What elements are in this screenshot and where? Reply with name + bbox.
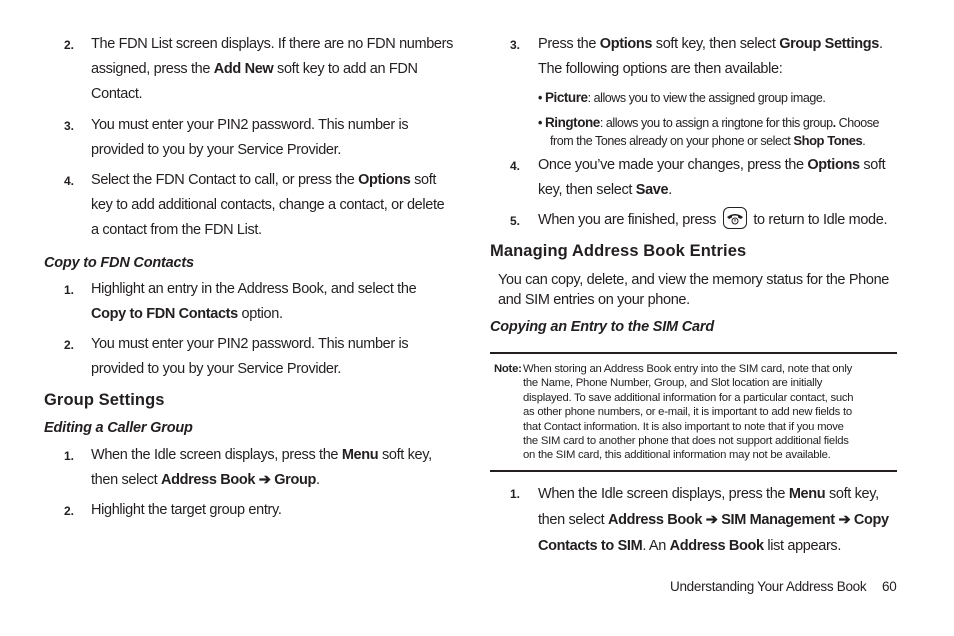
step-number: 1. (510, 487, 521, 501)
note-line: on the SIM card, this additional information may not be available. (523, 449, 831, 462)
text-line (538, 481, 918, 507)
text-line (538, 114, 908, 132)
menu-path: Contacts to SIM (538, 538, 643, 554)
page-number: 60 (882, 579, 897, 594)
text-run: : allows you to view the assigned group image. (587, 91, 826, 105)
text-run: : allows you to assign a ringtone for this group (599, 116, 833, 130)
note-line: When storing an Address Book entry into the SIM card, note that only (523, 363, 853, 375)
text-run: . (315, 472, 320, 488)
text-run: Select the FDN Contact to call, or press the (91, 172, 359, 188)
text-run: When the Idle screen displays, press the (538, 486, 789, 502)
options-label: Options (599, 36, 653, 52)
text-run: Once you’ve made your changes, press the (538, 157, 808, 173)
text-run: soft key, (825, 486, 879, 502)
save-label: Save (635, 182, 669, 198)
step-number: 1. (64, 283, 75, 297)
group-settings-label: Group Settings (779, 36, 880, 52)
step-number: 5. (510, 214, 521, 228)
add-new-label: Add New (213, 61, 274, 77)
step-number: 3. (510, 38, 521, 52)
text-run: Press the (538, 36, 600, 52)
step-number: 2. (64, 38, 75, 52)
text-run: soft key, then select (652, 36, 780, 52)
text-run: . (879, 36, 883, 52)
text-line (538, 153, 908, 178)
note-line: as other phone numbers, or e-mail, it is important to add new fields to (523, 406, 852, 419)
step-text (91, 498, 461, 523)
text-line: You can copy, delete, and view the memory status for the Phone (498, 272, 889, 288)
bullet-mark: • (538, 116, 542, 130)
note-line: that Contact information. It is also important to note that if you move (523, 420, 844, 433)
text-line: You must enter your PIN2 password. This number is (91, 117, 409, 133)
note-label: Note: (494, 363, 522, 375)
note-top-rule (490, 352, 897, 354)
text-line: Highlight the target group entry. (91, 502, 282, 518)
note-line: the SIM card to another phone that does not support additional fields (523, 435, 849, 448)
text-run: soft (859, 157, 886, 173)
step-text (538, 153, 908, 203)
step-text (91, 113, 461, 163)
text-run: . An (642, 538, 670, 554)
text-run: from the Tones already on your phone or select (550, 134, 794, 148)
text-line: provided to you by your Service Provider. (91, 361, 342, 377)
step-number: 3. (64, 119, 75, 133)
ringtone-term: Ringtone (544, 115, 600, 130)
step-text (91, 332, 461, 382)
text-line (91, 443, 471, 468)
menu-label: Menu (788, 486, 826, 502)
text-line (538, 507, 918, 533)
copying-entry-sim-heading: Copying an Entry to the SIM Card (490, 319, 714, 335)
text-run: to return to Idle mode. (749, 212, 888, 228)
menu-path: Address Book ➔ SIM Management ➔ Copy (607, 512, 889, 528)
step-text (538, 208, 918, 233)
text-line (91, 57, 461, 82)
text-run: . (668, 182, 672, 198)
note-body (523, 362, 898, 463)
text-line (91, 468, 471, 493)
copy-to-fdn-heading: Copy to FDN Contacts (44, 255, 194, 271)
text-line: Highlight an entry in the Address Book, and select the (91, 281, 417, 297)
managing-address-book-heading: Managing Address Book Entries (490, 242, 747, 260)
menu-path: Address Book ➔ Group (160, 472, 316, 488)
text-run: When you are finished, press (538, 212, 720, 228)
text-run: then select (91, 472, 161, 488)
step-number: 1. (64, 449, 75, 463)
text-line (538, 208, 918, 233)
text-line: provided to you by your Service Provider. (91, 142, 342, 158)
text-run: then select (538, 512, 608, 528)
options-label: Options (358, 172, 411, 188)
text-run: Choose (835, 116, 880, 130)
bullet-mark: • (538, 91, 542, 105)
text-run: option. (237, 306, 283, 322)
text-line: The FDN List screen displays. If there are no FDN numbers (91, 36, 454, 52)
editing-caller-group-heading: Editing a Caller Group (44, 420, 193, 436)
text-line (538, 533, 918, 559)
footer-section-title: Understanding Your Address Book (670, 579, 867, 594)
text-line: Contact. (91, 86, 143, 102)
text-run: list appears. (763, 538, 842, 554)
text-line (538, 32, 908, 57)
text-line: You must enter your PIN2 password. This number is (91, 336, 409, 352)
step-text (538, 481, 918, 559)
text-line: key to add additional contacts, change a contact, or delete (91, 197, 445, 213)
text-line (91, 302, 461, 327)
text-line: and SIM entries on your phone. (498, 292, 690, 308)
picture-term: Picture (544, 90, 588, 105)
note-line: displayed. To save additional information for a particular contact, such (523, 391, 854, 404)
step-number: 4. (64, 174, 75, 188)
step-text (91, 168, 471, 243)
shop-tones-label: Shop Tones (793, 133, 863, 148)
text-line: The following options are then available: (538, 61, 783, 77)
step-number: 2. (64, 338, 75, 352)
text-line: a contact from the FDN List. (91, 222, 262, 238)
address-book-label: Address Book (669, 538, 764, 554)
text-run: . (832, 116, 836, 130)
step-number: 2. (64, 504, 75, 518)
text-run: soft key to add an FDN (273, 61, 418, 77)
text-run: soft (410, 172, 437, 188)
copy-to-fdn-label: Copy to FDN Contacts (91, 306, 238, 322)
note-line: the Name, Phone Number, Group, and Slot location are initially (523, 377, 823, 390)
text-run: When the Idle screen displays, press the (91, 447, 342, 463)
text-line (91, 168, 471, 193)
text-run: soft key, (378, 447, 432, 463)
step-text (91, 32, 461, 107)
text-line (538, 132, 908, 150)
text-run: assigned, press the (91, 61, 214, 77)
step-number: 4. (510, 159, 521, 173)
bullet-ringtone (538, 114, 908, 150)
step-text (91, 277, 461, 327)
end-key-icon (723, 207, 747, 229)
note-bottom-rule (490, 470, 897, 472)
text-line (538, 178, 908, 203)
text-run: key, then select (538, 182, 636, 198)
options-label: Options (807, 157, 860, 173)
text-run: . (862, 134, 866, 148)
managing-paragraph (498, 270, 898, 310)
menu-label: Menu (341, 447, 379, 463)
step-text (91, 443, 471, 493)
bullet-picture (538, 89, 898, 107)
step-text (538, 32, 908, 82)
group-settings-heading: Group Settings (44, 391, 165, 409)
